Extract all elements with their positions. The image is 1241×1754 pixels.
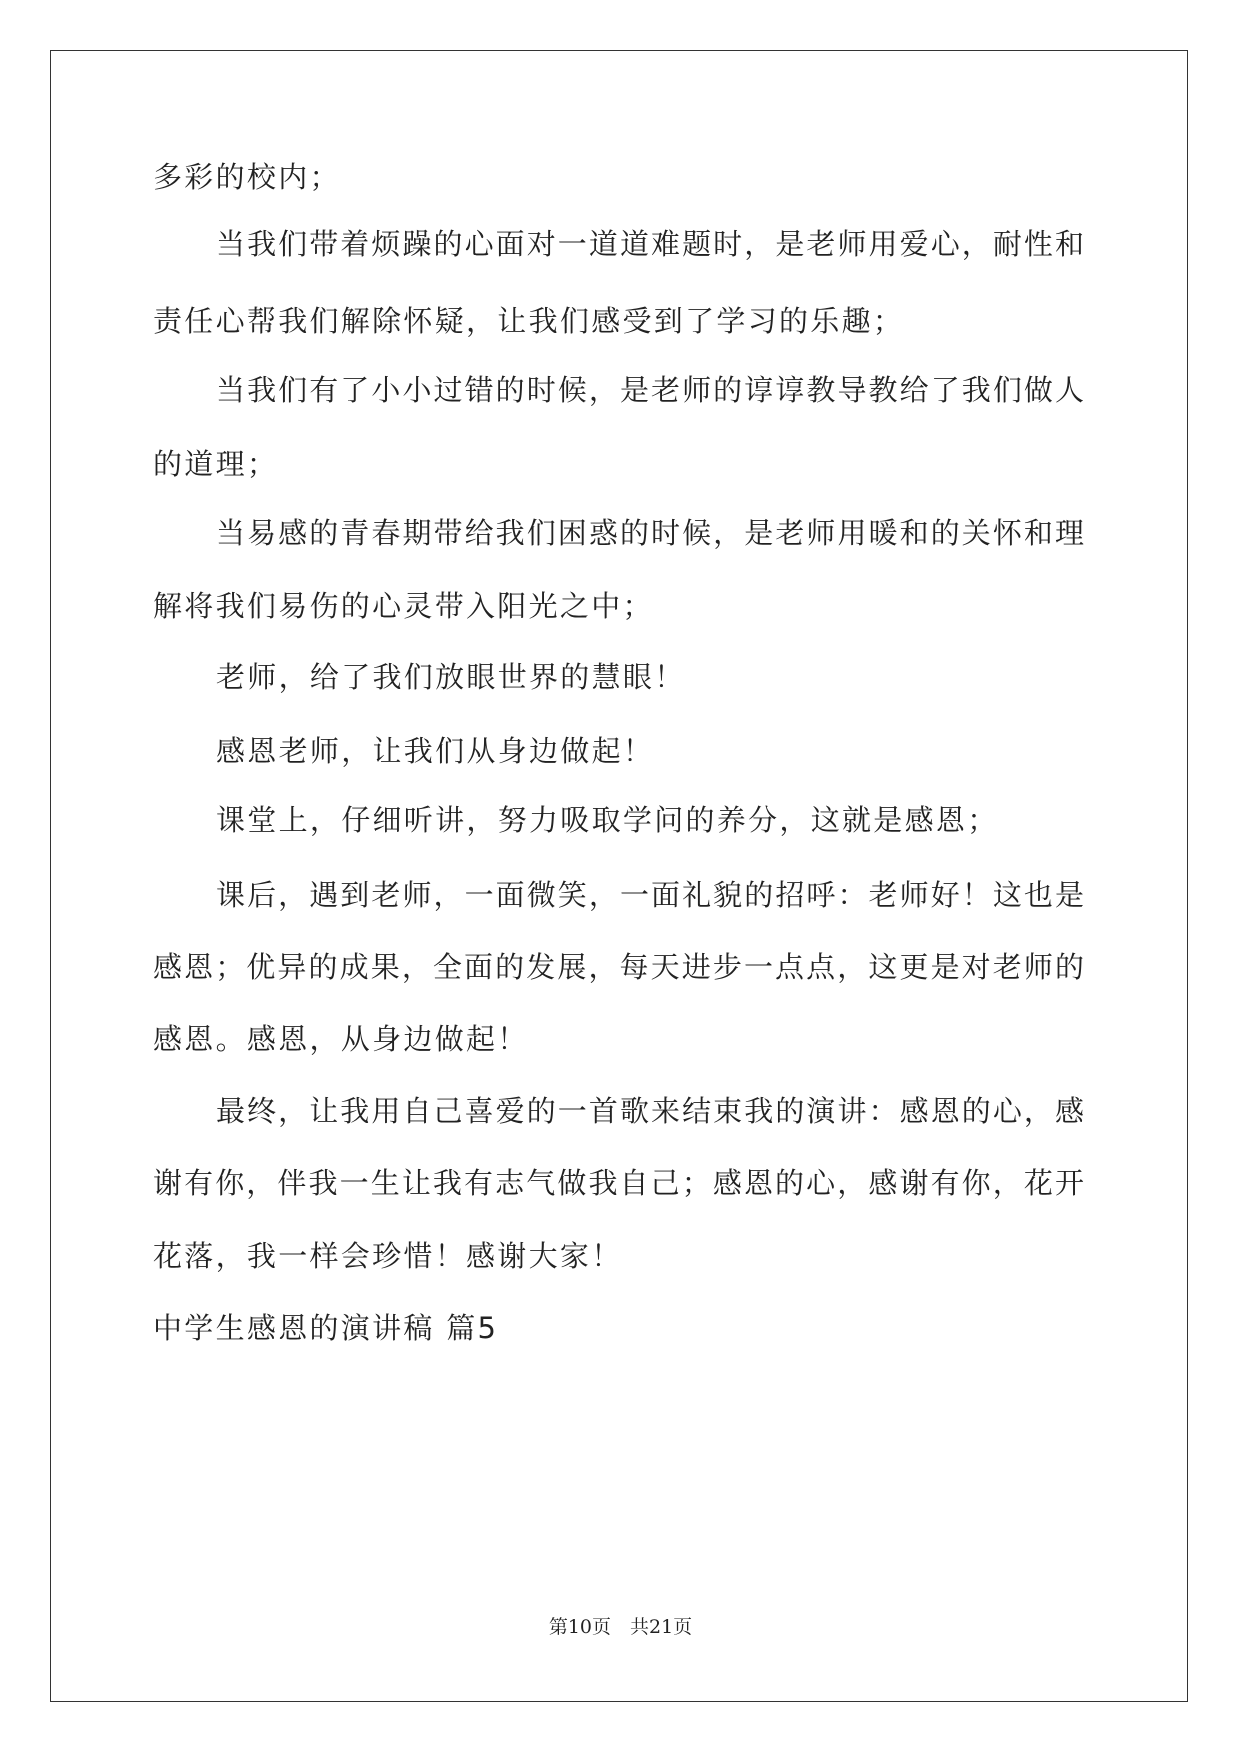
text-line: 解将我们易伤的心灵带入阳光之中； [153,589,654,623]
text-line: 的道理； [153,447,279,481]
page-indicator: 第10页 共21页 [548,1616,693,1638]
text-line: 花落，我一样会珍惜！感谢大家！ [153,1239,623,1273]
paragraph-first-line: 最终，让我用自己喜爱的一首歌来结束我的演讲：感恩的心，感 [216,1094,1084,1128]
text-line: 责任心帮我们解除怀疑，让我们感受到了学习的乐趣； [153,304,905,338]
paragraph-first-line: 感恩老师，让我们从身边做起！ [216,734,655,768]
paragraph-first-line: 课后，遇到老师，一面微笑，一面礼貌的招呼：老师好！这也是 [216,878,1084,912]
paragraph-first-line: 当我们有了小小过错的时候，是老师的谆谆教导教给了我们做人 [216,373,1084,407]
paragraph-first-line: 当易感的青春期带给我们困惑的时候，是老师用暖和的关怀和理 [216,516,1084,550]
text-line: 感恩；优异的成果，全面的发展，每天进步一点点，这更是对老师的 [153,950,1084,984]
text-line: 感恩。感恩，从身边做起！ [153,1022,529,1056]
text-line: 谢有你，伴我一生让我有志气做我自己；感恩的心，感谢有你，花开 [153,1166,1084,1200]
text-line: 多彩的校内； [153,160,341,194]
paragraph-first-line: 当我们带着烦躁的心面对一道道难题时，是老师用爱心，耐性和 [216,227,1084,261]
section-heading: 中学生感恩的演讲稿 篇5 [153,1311,499,1345]
paragraph-first-line: 课堂上，仔细听讲，努力吸取学问的养分，这就是感恩； [216,803,999,837]
paragraph-first-line: 老师，给了我们放眼世界的慧眼！ [216,660,686,694]
